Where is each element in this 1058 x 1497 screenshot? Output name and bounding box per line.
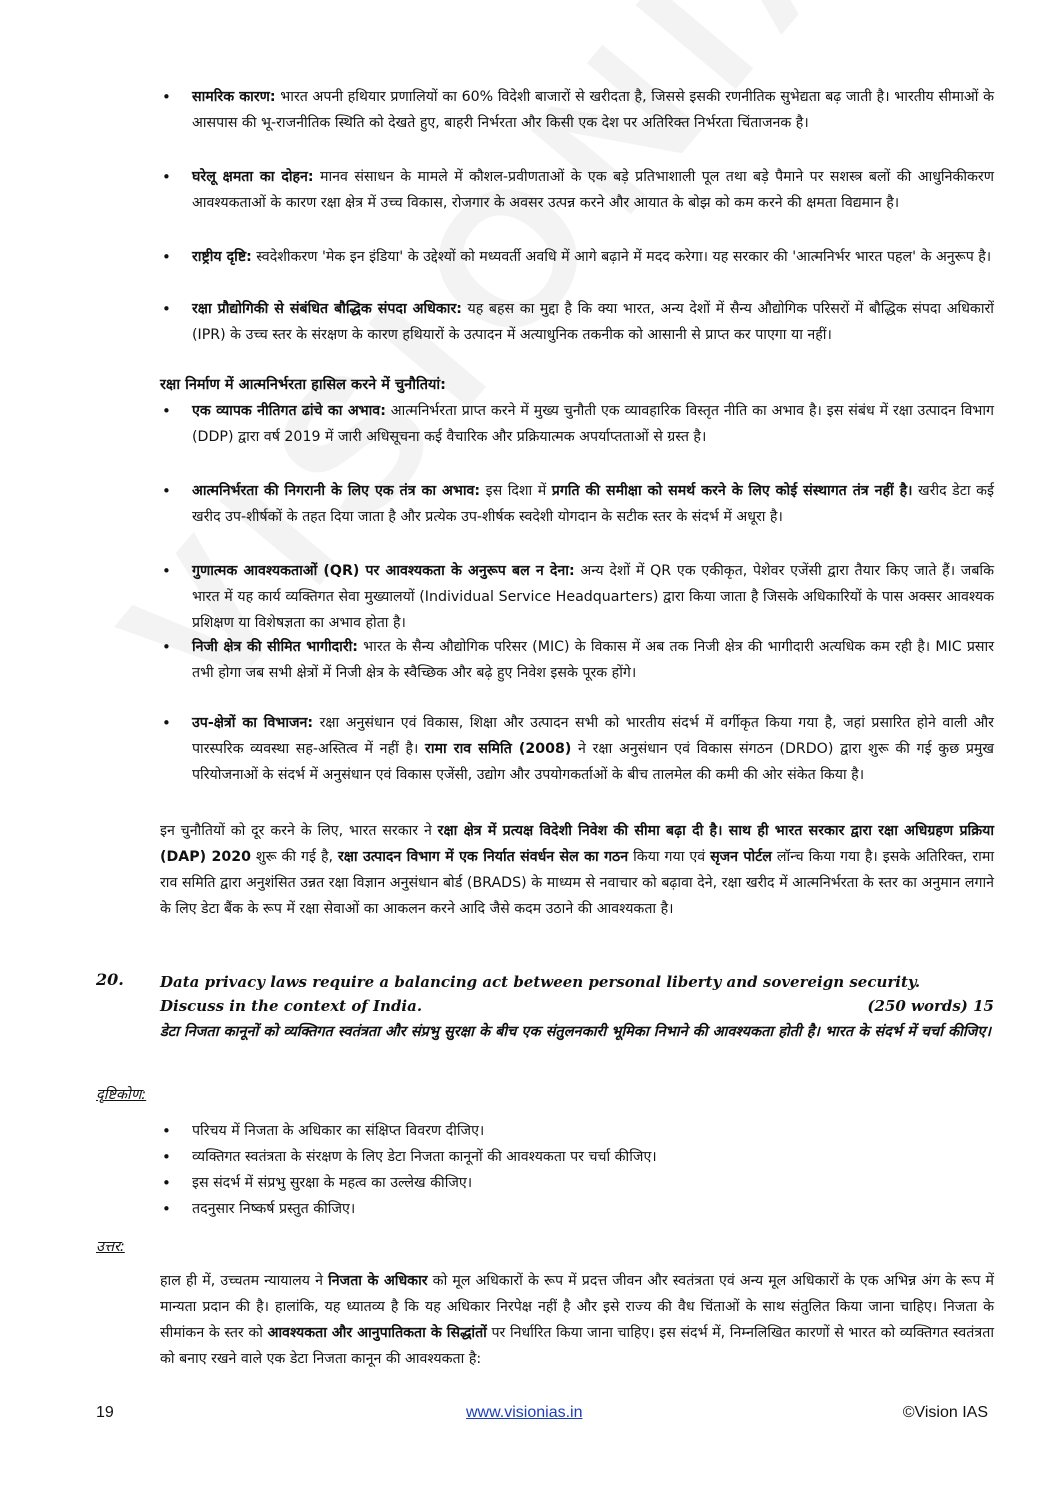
approach-list: [192, 1118, 992, 1222]
list-item: • आत्मनिर्भरता की निगरानी के लिए एक तंत्र का अभाव: इस दिशा में प्रगति की समीक्षा को समर्थ करने के लिए कोई संस्थागत तंत्र नहीं है। खरीद डेटा कई खरीद उप-शीर्षकों के तहत दिया जाता है और प्रत्येक उप-शीर्षक स्वदेशी योगदान के सटीक स्तर के संदर्भ में अधूरा है।: [192, 478, 994, 558]
question-english: Data privacy laws require a balancing act between personal liberty and sovereign security. Discuss in the context of India. (250 words) 15: [160, 970, 994, 1018]
page-number: 19: [96, 1404, 114, 1421]
website-link[interactable]: www.visionias.in: [466, 1404, 583, 1421]
challenges-list: [192, 398, 994, 816]
list-item: • घरेलू क्षमता का दोहन: मानव संसाधन के मामले में कौशल-प्रवीणताओं के एक बड़े प्रतिभाशाली पूल तथा बड़े पैमाने पर सशस्त्र बलों की आधुनिकीकरण आवश्यकताओं के कारण रक्षा क्षेत्र में उच्च विकास, रोजगार के अवसर उत्पन्न करने और आयात के बोझ को कम करने की क्षमता विद्यमान है।: [192, 164, 994, 244]
page-footer: [96, 1404, 988, 1430]
list-item: • सामरिक कारण: भारत अपनी हथियार प्रणालियों का 60% विदेशी बाजारों से खरीदता है, जिससे इसकी रणनीतिक सुभेद्यता बढ़ जाती है। भारतीय सीमाओं के आसपास की भू-राजनीतिक स्थिति को देखते हुए, बाहरी निर्भरता और किसी एक देश पर अतिरिक्त निर्भरता चिंताजनक है।: [192, 84, 994, 164]
list-item: • रक्षा प्रौद्योगिकी से संबंधित बौद्धिक संपदा अधिकार: यह बहस का मुद्दा है कि क्या भारत, अन्य देशों में सैन्य औद्योगिक परिसरों में बौद्धिक संपदा अधिकारों (IPR) के उच्च स्तर के संरक्षण के कारण हथियारों के उत्पादन में अत्याधुनिक तकनीक को आसानी से प्राप्त कर पाएगा या नहीं।: [192, 296, 994, 372]
list-item: • इस संदर्भ में संप्रभु सुरक्षा के महत्व का उल्लेख कीजिए।: [192, 1170, 992, 1196]
answer-paragraph: हाल ही में, उच्चतम न्यायालय ने निजता के अधिकार को मूल अधिकारों के रूप में प्रदत्त जीवन और स्वतंत्रता एवं अन्य मूल अधिकारों के एक अभिन्न अंग के रूप में मान्यता प्रदान की है। हालांकि, यह ध्यातव्य है कि यह अधिकार निरपेक्ष नहीं है और इसे राज्य की वैध चिंताओं के साथ संतुलित किया जाना चाहिए। निजता के सीमांकन के स्तर को आवश्यकता और आनुपातिकता के सिद्धांतों पर निर्धारित किया जाना चाहिए। इस संदर्भ में, निम्नलिखित कारणों से भारत को व्यक्तिगत स्वतंत्रता को बनाए रखने वाले एक डेटा निजता कानून की आवश्यकता है:: [160, 1273, 994, 1367]
question-marks: (250 words) 15: [867, 997, 994, 1015]
list-item: • व्यक्तिगत स्वतंत्रता के संरक्षण के लिए डेटा निजता कानूनों की आवश्यकता पर चर्चा कीजिए।: [192, 1144, 992, 1170]
list-item: • गुणात्मक आवश्यकताओं (QR) पर आवश्यकता के अनुरूप बल न देना: अन्य देशों में QR एक एकीकृत, पेशेवर एजेंसी द्वारा तैयार किए जाते हैं। जबकि भारत में यह कार्य व्यक्तिगत सेवा मुख्यालयों (Individual Service Headquarters) द्वारा किया जाता है जिसके अधिकारियों के पास अक्सर आवश्यक प्रशिक्षण या विशेषज्ञता का अभाव होता है।: [192, 558, 994, 634]
answer-heading: उत्तर:: [96, 1239, 125, 1255]
question-number: 20.: [96, 970, 124, 989]
list-item: • एक व्यापक नीतिगत ढांचे का अभाव: आत्मनिर्भरता प्राप्त करने में मुख्य चुनौती एक व्यावहारिक विस्तृत नीति का अभाव है। इस संबंध में रक्षा उत्पादन विभाग (DDP) द्वारा वर्ष 2019 में जारी अधिसूचना कई वैचारिक और प्रक्रियात्मक अपर्याप्तताओं से ग्रस्त है।: [192, 398, 994, 478]
summary-paragraph: इन चुनौतियों को दूर करने के लिए, भारत सरकार ने रक्षा क्षेत्र में प्रत्यक्ष विदेशी निवेश की सीमा बढ़ा दी है। साथ ही भारत सरकार द्वारा रक्षा अधिग्रहण प्रक्रिया (DAP) 2020 शुरू की गई है, रक्षा उत्पादन विभाग में एक निर्यात संवर्धन सेल का गठन किया गया एवं सृजन पोर्टल लॉन्च किया गया है। इसके अतिरिक्त, रामा राव समिति द्वारा अनुशंसित उन्नत रक्षा विज्ञान अनुसंधान बोर्ड (BRADS) के माध्यम से नवाचार को बढ़ावा देने, रक्षा खरीद में आत्मनिर्भरता के स्तर का अनुमान लगाने के लिए डेटा बैंक के रूप में रक्षा सेवाओं का आकलन करने आदि जैसे कदम उठाने की आवश्यकता है।: [160, 823, 994, 917]
reasons-list: [192, 84, 994, 372]
list-item: • निजी क्षेत्र की सीमित भागीदारी: भारत के सैन्य औद्योगिक परिसर (MIC) के विकास में अब तक निजी क्षेत्र की भागीदारी अत्यधिक कम रही है। MIC प्रसार तभी होगा जब सभी क्षेत्रों में निजी क्षेत्र के स्वैच्छिक और बढ़े हुए निवेश इसके पूरक होंगे।: [192, 634, 994, 710]
list-item: • परिचय में निजता के अधिकार का संक्षिप्त विवरण दीजिए।: [192, 1118, 992, 1144]
challenges-heading: रक्षा निर्माण में आत्मनिर्भरता हासिल करने में चुनौतियां:: [160, 377, 446, 393]
question-hindi: डेटा निजता कानूनों को व्यक्तिगत स्वतंत्रता और संप्रभु सुरक्षा के बीच एक संतुलनकारी भूमिका निभाने की आवश्यकता होती है। भारत के संदर्भ में चर्चा कीजिए।: [160, 1024, 991, 1040]
approach-heading: दृष्टिकोण:: [96, 1087, 147, 1103]
copyright-text: ©Vision IAS: [902, 1404, 988, 1421]
list-item: • उप-क्षेत्रों का विभाजन: रक्षा अनुसंधान एवं विकास, शिक्षा और उत्पादन सभी को भारतीय संदर्भ में वर्गीकृत किया गया है, जहां प्रसारित होने वाली और पारस्परिक व्यवस्था सह-अस्तित्व में नहीं है। रामा राव समिति (2008) ने रक्षा अनुसंधान एवं विकास संगठन (DRDO) द्वारा शुरू की गई कुछ प्रमुख परियोजनाओं के संदर्भ में अनुसंधान एवं विकास एजेंसी, उद्योग और उपयोगकर्ताओं के बीच तालमेल की कमी की ओर संकेत किया है।: [192, 710, 994, 816]
list-item: • तदनुसार निष्कर्ष प्रस्तुत कीजिए।: [192, 1196, 992, 1222]
list-item: • राष्ट्रीय दृष्टि: स्वदेशीकरण 'मेक इन इंडिया' के उद्देश्यों को मध्यवर्ती अवधि में आगे बढ़ाने में मदद करेगा। यह सरकार की 'आत्मनिर्भर भारत पहल' के अनुरूप है।: [192, 244, 994, 296]
